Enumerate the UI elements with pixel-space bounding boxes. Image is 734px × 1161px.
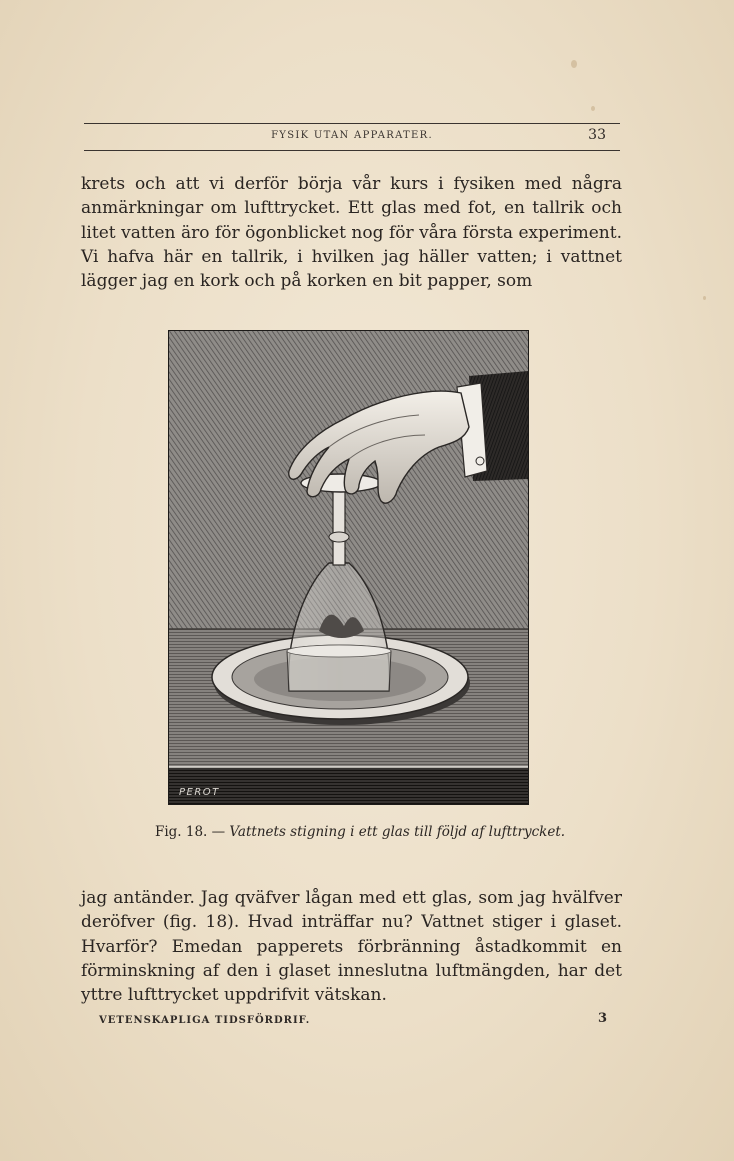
header-rule-top <box>84 123 620 124</box>
signature-number: 3 <box>598 1011 608 1026</box>
signature-mark: VETENSKAPLIGA TIDSFÖRDRIF. <box>99 1015 311 1026</box>
page-number: 33 <box>588 127 606 143</box>
running-title: FYSIK UTAN APPARATER. <box>271 130 433 141</box>
body-paragraph: krets och att vi derför börja vår kurs i fysiken med några anmärkningar om lufttrycket. Ett glas med fot, en tallrik och litet vatten äro för ögonblicket nog för våra första experiment. Vi hafva här en tallrik, i hvilken jag häller vatten; i vattnet lägger jag en kork och på korken en bit papper, som <box>81 174 622 292</box>
header-rule-bottom <box>84 150 620 151</box>
body-paragraph: jag antänder. Jag qväfver lågan med ett glas, som jag hvälfver deröfver (fig. 18). Hvad inträffar nu? Vattnet stiger i glaset. Hvarför? Emedan papperets förbränning åstadkommit en förminskning af den i glaset inneslutna luftmängden, har det yttre lufttrycket uppdrifvit vätskan. <box>81 888 622 1006</box>
engraver-signature: PEROT <box>179 787 220 798</box>
paper-stain <box>591 106 595 111</box>
paper-stain <box>703 296 706 300</box>
figure-engraving <box>168 330 529 805</box>
engraving-illustration <box>169 331 528 804</box>
caption-title: Vattnets stigning i ett glas till följd af lufttrycket. <box>229 824 566 840</box>
caption-label: Fig. 18. — <box>154 824 226 840</box>
paper-stain <box>571 60 577 68</box>
figure-caption <box>150 824 570 841</box>
